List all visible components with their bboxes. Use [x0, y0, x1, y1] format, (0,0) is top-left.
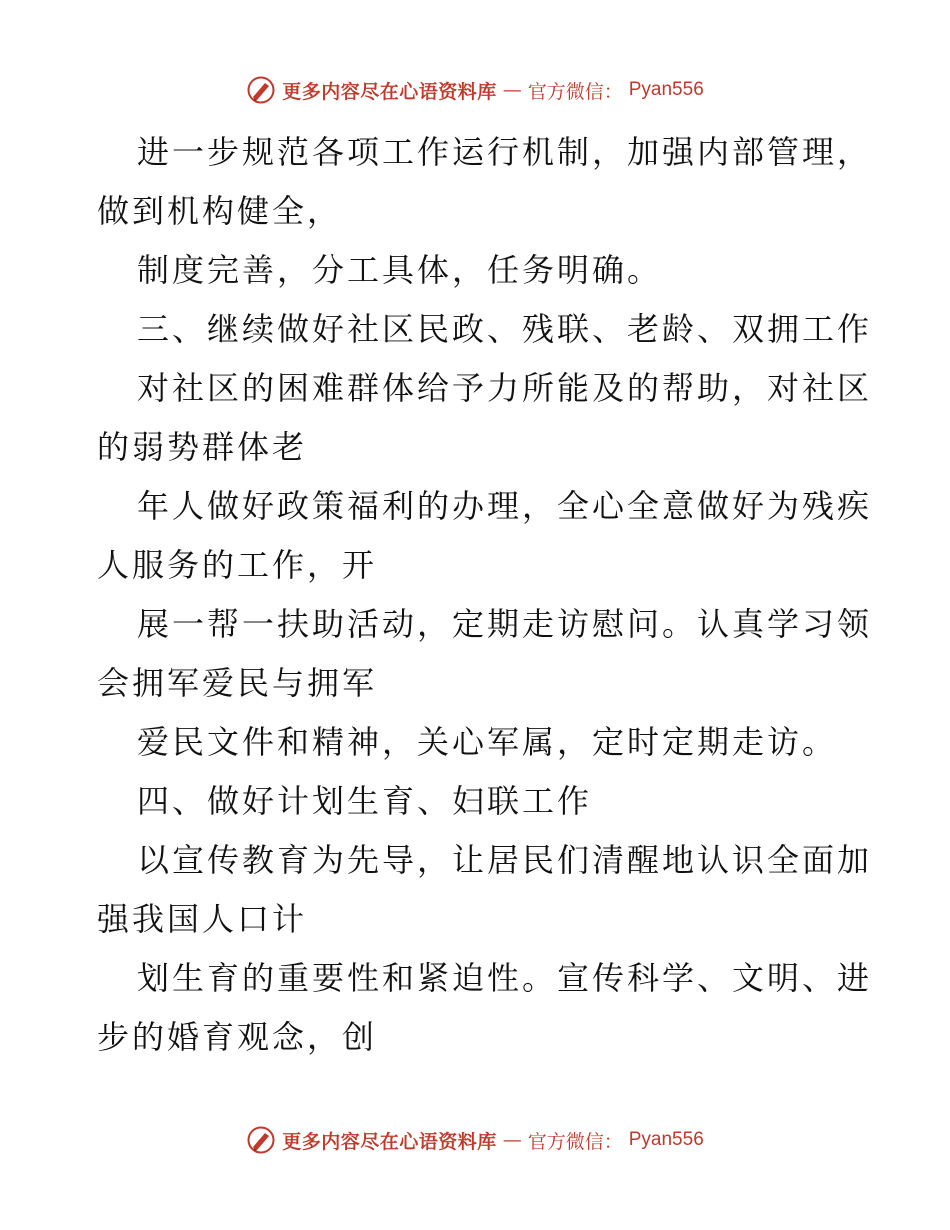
- header-official-label: 官方微信：: [527, 80, 623, 103]
- pen-logo-icon: [246, 1125, 276, 1155]
- header-wechat-id: Pyan556: [628, 79, 704, 100]
- footer-official-label: 官方微信：: [527, 1130, 623, 1153]
- text-line: 爱民文件和精神，关心军属，定时定期走访。: [137, 723, 838, 761]
- text-line: 会拥军爱民与拥军: [97, 664, 378, 702]
- header-watermark: [0, 70, 950, 110]
- text-line: 对社区的困难群体给予力所能及的帮助，对社区: [137, 369, 873, 407]
- text-line: 强我国人口计: [97, 900, 308, 938]
- text-line: 展一帮一扶助活动，定期走访慰问。认真学习领: [137, 605, 873, 643]
- text-line: 制度完善，分工具体，任务明确。: [137, 251, 663, 289]
- body-text: [97, 123, 873, 1067]
- text-line: 划生育的重要性和紧迫性。宣传科学、文明、进: [137, 959, 873, 997]
- footer-dash: —: [502, 1129, 522, 1151]
- pen-logo-icon: [246, 75, 276, 105]
- text-line: 进一步规范各项工作运行机制，加强内部管理，: [137, 133, 873, 171]
- text-line: 步的婚育观念，创: [97, 1018, 378, 1056]
- section-heading: 四、做好计划生育、妇联工作: [137, 782, 593, 820]
- text-line: 以宣传教育为先导，让居民们清醒地认识全面加: [137, 841, 873, 879]
- footer-brand: 更多内容尽在心语资料库: [282, 1130, 497, 1153]
- header-dash: —: [502, 79, 522, 101]
- text-line: 做到机构健全，: [97, 192, 343, 230]
- header-brand: 更多内容尽在心语资料库: [282, 80, 497, 103]
- footer-wechat-id: Pyan556: [628, 1129, 704, 1150]
- text-line: 人服务的工作，开: [97, 546, 378, 584]
- text-line: 的弱势群体老: [97, 428, 308, 466]
- section-heading: 三、继续做好社区民政、残联、老龄、双拥工作: [137, 310, 873, 348]
- text-line: 年人做好政策福利的办理，全心全意做好为残疾: [137, 487, 873, 525]
- footer-watermark: [0, 1120, 950, 1160]
